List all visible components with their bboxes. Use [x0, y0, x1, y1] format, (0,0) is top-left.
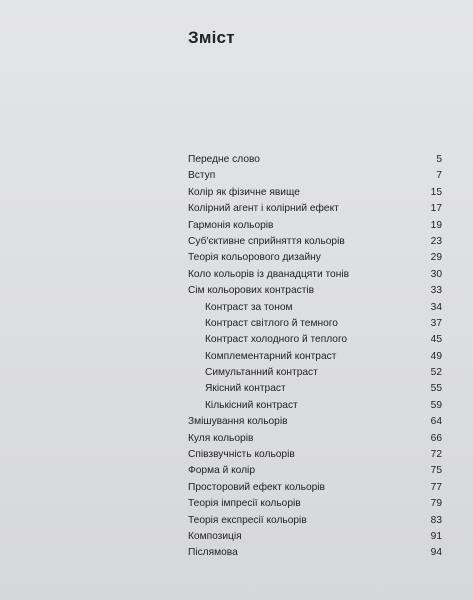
toc-page-number: 94	[430, 547, 442, 559]
toc-entry-title: Комплементарний контраст	[205, 350, 337, 362]
page-title: Зміст	[188, 28, 235, 47]
toc-subentry	[0, 332, 473, 348]
toc-page-number: 7	[436, 170, 442, 182]
toc-entry-title: Колір як фізичне явище	[188, 186, 300, 198]
toc-entry-title: Просторовий ефект кольорів	[188, 481, 325, 493]
toc-entry	[0, 234, 473, 250]
toc-page-number: 34	[430, 301, 442, 313]
toc-entry	[0, 267, 473, 283]
toc-page-number: 49	[430, 350, 442, 362]
toc-page-number: 37	[430, 317, 442, 329]
toc-subentry	[0, 316, 473, 332]
toc-entry	[0, 529, 473, 545]
toc-subentry	[0, 381, 473, 397]
toc-page-number: 83	[430, 514, 442, 526]
toc-page-number: 66	[430, 432, 442, 444]
toc-subentry	[0, 398, 473, 414]
toc-subentry	[0, 365, 473, 381]
toc-page-number: 30	[430, 268, 442, 280]
table-of-contents	[0, 152, 473, 562]
toc-entry	[0, 480, 473, 496]
toc-entry	[0, 218, 473, 234]
toc-entry-title: Суб'єктивне сприйняття кольорів	[188, 235, 345, 247]
toc-subentry	[0, 349, 473, 365]
toc-page-number: 52	[430, 367, 442, 379]
toc-entry	[0, 201, 473, 217]
toc-entry-title: Куля кольорів	[188, 432, 254, 444]
toc-entry-title: Композиція	[188, 530, 242, 542]
toc-entry	[0, 463, 473, 479]
toc-entry-title: Контраст за тоном	[205, 301, 293, 313]
toc-entry-title: Сім кольорових контрастів	[188, 285, 315, 297]
toc-page-number: 64	[430, 416, 442, 428]
toc-page-number: 23	[430, 235, 442, 247]
toc-entry-title: Форма й колір	[188, 465, 255, 477]
toc-entry-title: Коло кольорів із дванадцяти тонів	[188, 268, 349, 280]
toc-entry	[0, 447, 473, 463]
toc-entry-title: Якісний контраст	[205, 383, 286, 395]
toc-page-number: 79	[430, 498, 442, 510]
toc-entry	[0, 513, 473, 529]
toc-page-number: 17	[430, 203, 442, 215]
toc-page-number: 5	[436, 154, 442, 165]
toc-entry	[0, 168, 473, 184]
toc-entry-title: Вступ	[188, 170, 216, 182]
toc-entry-title: Співзвучність кольорів	[188, 449, 295, 461]
toc-entry-title: Передне слово	[188, 154, 260, 165]
toc-entry-title: Контраст світлого й темного	[205, 317, 338, 329]
toc-page-number: 59	[430, 399, 442, 411]
toc-entry-title: Гармонія кольорів	[188, 219, 274, 231]
toc-page-number: 45	[430, 334, 442, 346]
toc-page-number: 55	[430, 383, 442, 395]
toc-subentry	[0, 300, 473, 316]
toc-entry-title: Теорія експресії кольорів	[188, 514, 307, 526]
toc-entry-title: Симультанний контраст	[205, 367, 318, 379]
toc-entry-title: Кількісний контраст	[205, 399, 298, 411]
toc-entry	[0, 414, 473, 430]
toc-entry-title: Колірний агент і колірний ефект	[188, 203, 339, 215]
toc-page-number: 19	[430, 219, 442, 231]
toc-entry	[0, 496, 473, 512]
toc-entry	[0, 152, 473, 168]
toc-page-number: 29	[430, 252, 442, 264]
toc-page-number: 91	[430, 530, 442, 542]
toc-page-number: 15	[430, 186, 442, 198]
toc-entry-title: Післямова	[188, 547, 238, 559]
toc-entry-title: Теорія імпресії кольорів	[188, 498, 301, 510]
toc-page-number: 77	[430, 481, 442, 493]
toc-entry	[0, 431, 473, 447]
toc-page-number: 72	[430, 449, 442, 461]
toc-entry-title: Теорія кольорового дизайну	[188, 252, 321, 264]
toc-entry	[0, 545, 473, 561]
toc-page-number: 33	[430, 285, 442, 297]
toc-entry	[0, 185, 473, 201]
toc-entry-title: Контраст холодного й теплого	[205, 334, 348, 346]
toc-entry	[0, 283, 473, 299]
toc-page-number: 75	[430, 465, 442, 477]
toc-entry-title: Змішування кольорів	[188, 416, 288, 428]
toc-entry	[0, 250, 473, 266]
